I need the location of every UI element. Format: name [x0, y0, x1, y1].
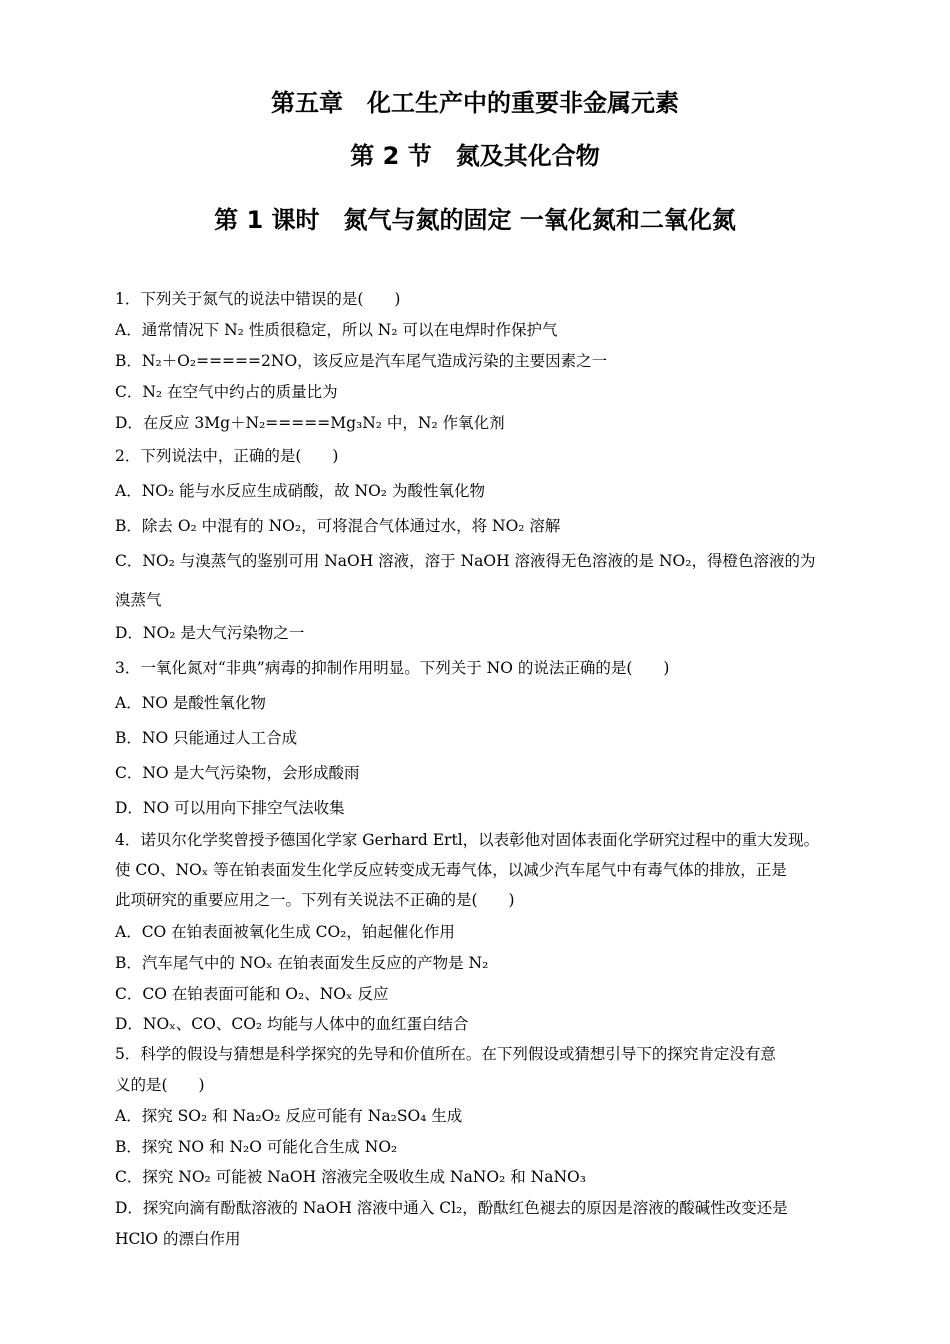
- question-4-stem-line-2: 使 CO、NOₓ 等在铂表面发生化学反应转变成无毒气体，以减少汽车尾气中有毒气体的排放，正是: [115, 861, 787, 879]
- question-1-option-b: B．N₂＋O₂=====2NO，该反应是汽车尾气造成污染的主要因素之一: [115, 352, 608, 370]
- question-3-option-b: B．NO 只能通过人工合成: [115, 729, 298, 747]
- section-title: 第 2 节 氮及其化合物: [350, 142, 600, 170]
- question-5-option-d: D．探究向滴有酚酞溶液的 NaOH 溶液中通入 Cl₂，酚酞红色褪去的原因是溶液的酸碱性改变还是: [115, 1199, 788, 1217]
- question-4-stem-line-1: 4．诺贝尔化学奖曾授予德国化学家 Gerhard Ertl，以表彰他对固体表面化学研究过程中的重大发现。: [115, 831, 820, 849]
- question-1-option-a: A．通常情况下 N₂ 性质很稳定，所以 N₂ 可以在电焊时作保护气: [115, 321, 558, 339]
- question-3-option-c: C．NO 是大气污染物，会形成酸雨: [115, 764, 360, 782]
- question-2-option-c-continued: 溴蒸气: [115, 591, 162, 609]
- question-1-option-d: D．在反应 3Mg＋N₂=====Mg₃N₂ 中，N₂ 作氧化剂: [115, 414, 505, 432]
- question-4-option-a: A．CO 在铂表面被氧化生成 CO₂，铂起催化作用: [115, 923, 455, 941]
- question-5-stem-line-1: 5．科学的假设与猜想是科学探究的先导和价值所在。在下列假设或猜想引导下的探究肯定没有意: [115, 1045, 776, 1063]
- question-2-stem: 2．下列说法中，正确的是( ): [115, 447, 339, 465]
- question-1-stem: 1．下列关于氮气的说法中错误的是( ): [115, 290, 401, 308]
- question-5-option-c: C．探究 NO₂ 可能被 NaOH 溶液完全吸收生成 NaNO₂ 和 NaNO₃: [115, 1168, 586, 1186]
- question-2-option-b: B．除去 O₂ 中混有的 NO₂，可将混合气体通过水，将 NO₂ 溶解: [115, 517, 561, 535]
- question-4-option-c: C．CO 在铂表面可能和 O₂、NOₓ 反应: [115, 985, 389, 1003]
- question-5-option-a: A．探究 SO₂ 和 Na₂O₂ 反应可能有 Na₂SO₄ 生成: [115, 1107, 463, 1125]
- lesson-title: 第 1 课时 氮气与氮的固定 一氧化氮和二氧化氮: [214, 206, 736, 234]
- question-4-option-b: B．汽车尾气中的 NOₓ 在铂表面发生反应的产物是 N₂: [115, 954, 489, 972]
- question-2-option-c: C．NO₂ 与溴蒸气的鉴别可用 NaOH 溶液，溶于 NaOH 溶液得无色溶液的是 NO₂，得橙色溶液的为: [115, 552, 816, 570]
- question-5-stem-line-2: 义的是( ): [115, 1076, 205, 1094]
- chapter-title: 第五章 化工生产中的重要非金属元素: [271, 89, 679, 117]
- question-2-option-a: A．NO₂ 能与水反应生成硝酸，故 NO₂ 为酸性氧化物: [115, 482, 485, 500]
- question-3-option-d: D．NO 可以用向下排空气法收集: [115, 799, 345, 817]
- question-1-option-c: C．N₂ 在空气中约占的质量比为: [115, 383, 338, 401]
- question-3-stem: 3．一氧化氮对“非典”病毒的抑制作用明显。下列关于 NO 的说法正确的是( ): [115, 659, 670, 677]
- question-5-option-b: B．探究 NO 和 N₂O 可能化合生成 NO₂: [115, 1138, 398, 1156]
- question-2-option-d: D．NO₂ 是大气污染物之一: [115, 624, 305, 642]
- question-4-stem-line-3: 此项研究的重要应用之一。下列有关说法不正确的是( ): [115, 891, 515, 909]
- question-3-option-a: A．NO 是酸性氧化物: [115, 694, 266, 712]
- question-5-option-d-continued: HClO 的漂白作用: [115, 1230, 241, 1248]
- question-4-option-d: D．NOₓ、CO、CO₂ 均能与人体中的血红蛋白结合: [115, 1015, 469, 1033]
